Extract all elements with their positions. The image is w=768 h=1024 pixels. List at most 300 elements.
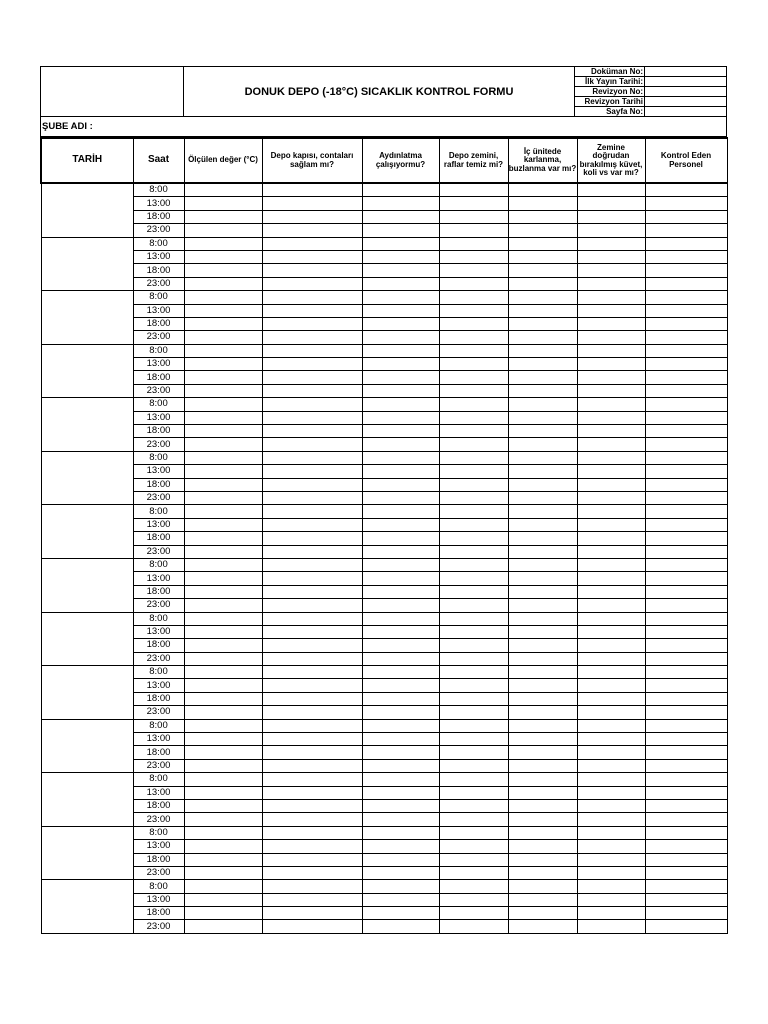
olculen-deger-cell[interactable] [184, 599, 262, 612]
aydinlatma-cell[interactable] [362, 585, 439, 598]
ic-unite-cell[interactable] [508, 826, 577, 839]
aydinlatma-cell[interactable] [362, 518, 439, 531]
zemine-cell[interactable] [577, 518, 645, 531]
ic-unite-cell[interactable] [508, 652, 577, 665]
ic-unite-cell[interactable] [508, 371, 577, 384]
ic-unite-cell[interactable] [508, 719, 577, 732]
aydinlatma-cell[interactable] [362, 451, 439, 464]
depo-zemini-cell[interactable] [439, 465, 508, 478]
aydinlatma-cell[interactable] [362, 759, 439, 772]
olculen-deger-cell[interactable] [184, 478, 262, 491]
depo-zemini-cell[interactable] [439, 759, 508, 772]
olculen-deger-cell[interactable] [184, 585, 262, 598]
tarih-cell[interactable] [41, 344, 133, 398]
olculen-deger-cell[interactable] [184, 210, 262, 223]
zemine-cell[interactable] [577, 706, 645, 719]
ic-unite-cell[interactable] [508, 612, 577, 625]
kontrol-eden-cell[interactable] [645, 733, 727, 746]
aydinlatma-cell[interactable] [362, 572, 439, 585]
depo-zemini-cell[interactable] [439, 773, 508, 786]
zemine-cell[interactable] [577, 773, 645, 786]
depo-zemini-cell[interactable] [439, 237, 508, 250]
depo-kapisi-cell[interactable] [262, 518, 362, 531]
olculen-deger-cell[interactable] [184, 759, 262, 772]
ic-unite-cell[interactable] [508, 692, 577, 705]
olculen-deger-cell[interactable] [184, 826, 262, 839]
tarih-cell[interactable] [41, 880, 133, 934]
olculen-deger-cell[interactable] [184, 425, 262, 438]
depo-kapisi-cell[interactable] [262, 679, 362, 692]
kontrol-eden-cell[interactable] [645, 880, 727, 893]
aydinlatma-cell[interactable] [362, 692, 439, 705]
zemine-cell[interactable] [577, 733, 645, 746]
kontrol-eden-cell[interactable] [645, 786, 727, 799]
depo-zemini-cell[interactable] [439, 880, 508, 893]
aydinlatma-cell[interactable] [362, 384, 439, 397]
olculen-deger-cell[interactable] [184, 880, 262, 893]
depo-zemini-cell[interactable] [439, 625, 508, 638]
ic-unite-cell[interactable] [508, 491, 577, 504]
aydinlatma-cell[interactable] [362, 183, 439, 197]
aydinlatma-cell[interactable] [362, 465, 439, 478]
kontrol-eden-cell[interactable] [645, 532, 727, 545]
kontrol-eden-cell[interactable] [645, 451, 727, 464]
kontrol-eden-cell[interactable] [645, 666, 727, 679]
zemine-cell[interactable] [577, 880, 645, 893]
depo-kapisi-cell[interactable] [262, 491, 362, 504]
olculen-deger-cell[interactable] [184, 250, 262, 263]
depo-zemini-cell[interactable] [439, 478, 508, 491]
olculen-deger-cell[interactable] [184, 813, 262, 826]
kontrol-eden-cell[interactable] [645, 465, 727, 478]
aydinlatma-cell[interactable] [362, 532, 439, 545]
aydinlatma-cell[interactable] [362, 277, 439, 290]
tarih-cell[interactable] [41, 183, 133, 237]
zemine-cell[interactable] [577, 371, 645, 384]
aydinlatma-cell[interactable] [362, 398, 439, 411]
aydinlatma-cell[interactable] [362, 893, 439, 906]
aydinlatma-cell[interactable] [362, 746, 439, 759]
ic-unite-cell[interactable] [508, 799, 577, 812]
ic-unite-cell[interactable] [508, 465, 577, 478]
kontrol-eden-cell[interactable] [645, 398, 727, 411]
ic-unite-cell[interactable] [508, 625, 577, 638]
kontrol-eden-cell[interactable] [645, 799, 727, 812]
depo-zemini-cell[interactable] [439, 304, 508, 317]
depo-kapisi-cell[interactable] [262, 733, 362, 746]
zemine-cell[interactable] [577, 639, 645, 652]
depo-kapisi-cell[interactable] [262, 210, 362, 223]
olculen-deger-cell[interactable] [184, 237, 262, 250]
depo-zemini-cell[interactable] [439, 853, 508, 866]
depo-kapisi-cell[interactable] [262, 786, 362, 799]
aydinlatma-cell[interactable] [362, 880, 439, 893]
olculen-deger-cell[interactable] [184, 183, 262, 197]
depo-kapisi-cell[interactable] [262, 759, 362, 772]
depo-kapisi-cell[interactable] [262, 639, 362, 652]
zemine-cell[interactable] [577, 558, 645, 571]
tarih-cell[interactable] [41, 451, 133, 505]
ic-unite-cell[interactable] [508, 411, 577, 424]
depo-zemini-cell[interactable] [439, 786, 508, 799]
ic-unite-cell[interactable] [508, 478, 577, 491]
kontrol-eden-cell[interactable] [645, 425, 727, 438]
zemine-cell[interactable] [577, 491, 645, 504]
depo-zemini-cell[interactable] [439, 197, 508, 210]
depo-zemini-cell[interactable] [439, 639, 508, 652]
depo-kapisi-cell[interactable] [262, 706, 362, 719]
olculen-deger-cell[interactable] [184, 733, 262, 746]
ic-unite-cell[interactable] [508, 666, 577, 679]
kontrol-eden-cell[interactable] [645, 652, 727, 665]
kontrol-eden-cell[interactable] [645, 893, 727, 906]
depo-kapisi-cell[interactable] [262, 197, 362, 210]
ic-unite-cell[interactable] [508, 746, 577, 759]
ic-unite-cell[interactable] [508, 639, 577, 652]
aydinlatma-cell[interactable] [362, 237, 439, 250]
ic-unite-cell[interactable] [508, 786, 577, 799]
depo-zemini-cell[interactable] [439, 719, 508, 732]
kontrol-eden-cell[interactable] [645, 438, 727, 451]
ic-unite-cell[interactable] [508, 518, 577, 531]
zemine-cell[interactable] [577, 679, 645, 692]
depo-kapisi-cell[interactable] [262, 545, 362, 558]
kontrol-eden-cell[interactable] [645, 585, 727, 598]
kontrol-eden-cell[interactable] [645, 907, 727, 920]
aydinlatma-cell[interactable] [362, 558, 439, 571]
aydinlatma-cell[interactable] [362, 505, 439, 518]
depo-zemini-cell[interactable] [439, 733, 508, 746]
zemine-cell[interactable] [577, 625, 645, 638]
meta-value-revizyon-no[interactable] [645, 87, 727, 97]
kontrol-eden-cell[interactable] [645, 612, 727, 625]
aydinlatma-cell[interactable] [362, 344, 439, 357]
ic-unite-cell[interactable] [508, 532, 577, 545]
depo-kapisi-cell[interactable] [262, 572, 362, 585]
ic-unite-cell[interactable] [508, 277, 577, 290]
depo-kapisi-cell[interactable] [262, 264, 362, 277]
olculen-deger-cell[interactable] [184, 746, 262, 759]
depo-zemini-cell[interactable] [439, 210, 508, 223]
ic-unite-cell[interactable] [508, 599, 577, 612]
aydinlatma-cell[interactable] [362, 491, 439, 504]
kontrol-eden-cell[interactable] [645, 250, 727, 263]
depo-kapisi-cell[interactable] [262, 317, 362, 330]
kontrol-eden-cell[interactable] [645, 183, 727, 197]
olculen-deger-cell[interactable] [184, 706, 262, 719]
ic-unite-cell[interactable] [508, 304, 577, 317]
kontrol-eden-cell[interactable] [645, 746, 727, 759]
zemine-cell[interactable] [577, 291, 645, 304]
zemine-cell[interactable] [577, 907, 645, 920]
depo-kapisi-cell[interactable] [262, 304, 362, 317]
zemine-cell[interactable] [577, 585, 645, 598]
depo-kapisi-cell[interactable] [262, 384, 362, 397]
depo-kapisi-cell[interactable] [262, 371, 362, 384]
aydinlatma-cell[interactable] [362, 920, 439, 933]
depo-zemini-cell[interactable] [439, 224, 508, 237]
ic-unite-cell[interactable] [508, 197, 577, 210]
depo-kapisi-cell[interactable] [262, 826, 362, 839]
depo-zemini-cell[interactable] [439, 264, 508, 277]
depo-kapisi-cell[interactable] [262, 799, 362, 812]
aydinlatma-cell[interactable] [362, 840, 439, 853]
ic-unite-cell[interactable] [508, 558, 577, 571]
depo-kapisi-cell[interactable] [262, 277, 362, 290]
depo-zemini-cell[interactable] [439, 893, 508, 906]
depo-zemini-cell[interactable] [439, 277, 508, 290]
kontrol-eden-cell[interactable] [645, 224, 727, 237]
kontrol-eden-cell[interactable] [645, 237, 727, 250]
aydinlatma-cell[interactable] [362, 371, 439, 384]
kontrol-eden-cell[interactable] [645, 505, 727, 518]
ic-unite-cell[interactable] [508, 183, 577, 197]
depo-zemini-cell[interactable] [439, 799, 508, 812]
zemine-cell[interactable] [577, 612, 645, 625]
aydinlatma-cell[interactable] [362, 250, 439, 263]
olculen-deger-cell[interactable] [184, 545, 262, 558]
aydinlatma-cell[interactable] [362, 264, 439, 277]
olculen-deger-cell[interactable] [184, 920, 262, 933]
olculen-deger-cell[interactable] [184, 384, 262, 397]
ic-unite-cell[interactable] [508, 317, 577, 330]
zemine-cell[interactable] [577, 384, 645, 397]
olculen-deger-cell[interactable] [184, 652, 262, 665]
depo-zemini-cell[interactable] [439, 491, 508, 504]
zemine-cell[interactable] [577, 692, 645, 705]
depo-zemini-cell[interactable] [439, 746, 508, 759]
aydinlatma-cell[interactable] [362, 224, 439, 237]
olculen-deger-cell[interactable] [184, 907, 262, 920]
zemine-cell[interactable] [577, 250, 645, 263]
tarih-cell[interactable] [41, 719, 133, 773]
depo-kapisi-cell[interactable] [262, 358, 362, 371]
aydinlatma-cell[interactable] [362, 599, 439, 612]
depo-kapisi-cell[interactable] [262, 920, 362, 933]
olculen-deger-cell[interactable] [184, 197, 262, 210]
depo-zemini-cell[interactable] [439, 344, 508, 357]
depo-zemini-cell[interactable] [439, 398, 508, 411]
aydinlatma-cell[interactable] [362, 679, 439, 692]
kontrol-eden-cell[interactable] [645, 719, 727, 732]
depo-kapisi-cell[interactable] [262, 250, 362, 263]
ic-unite-cell[interactable] [508, 706, 577, 719]
aydinlatma-cell[interactable] [362, 438, 439, 451]
zemine-cell[interactable] [577, 759, 645, 772]
kontrol-eden-cell[interactable] [645, 840, 727, 853]
depo-kapisi-cell[interactable] [262, 237, 362, 250]
zemine-cell[interactable] [577, 411, 645, 424]
meta-value-sayfa-no[interactable] [645, 107, 727, 117]
olculen-deger-cell[interactable] [184, 264, 262, 277]
olculen-deger-cell[interactable] [184, 438, 262, 451]
depo-zemini-cell[interactable] [439, 505, 508, 518]
zemine-cell[interactable] [577, 183, 645, 197]
ic-unite-cell[interactable] [508, 773, 577, 786]
aydinlatma-cell[interactable] [362, 612, 439, 625]
zemine-cell[interactable] [577, 304, 645, 317]
aydinlatma-cell[interactable] [362, 652, 439, 665]
zemine-cell[interactable] [577, 652, 645, 665]
meta-value-revizyon-tarihi[interactable] [645, 97, 727, 107]
depo-kapisi-cell[interactable] [262, 224, 362, 237]
ic-unite-cell[interactable] [508, 398, 577, 411]
kontrol-eden-cell[interactable] [645, 277, 727, 290]
ic-unite-cell[interactable] [508, 880, 577, 893]
olculen-deger-cell[interactable] [184, 532, 262, 545]
depo-zemini-cell[interactable] [439, 706, 508, 719]
depo-zemini-cell[interactable] [439, 572, 508, 585]
kontrol-eden-cell[interactable] [645, 572, 727, 585]
zemine-cell[interactable] [577, 344, 645, 357]
depo-kapisi-cell[interactable] [262, 344, 362, 357]
olculen-deger-cell[interactable] [184, 344, 262, 357]
zemine-cell[interactable] [577, 786, 645, 799]
olculen-deger-cell[interactable] [184, 625, 262, 638]
olculen-deger-cell[interactable] [184, 558, 262, 571]
depo-kapisi-cell[interactable] [262, 625, 362, 638]
kontrol-eden-cell[interactable] [645, 558, 727, 571]
sube-adi-field[interactable] [41, 117, 727, 137]
zemine-cell[interactable] [577, 532, 645, 545]
aydinlatma-cell[interactable] [362, 706, 439, 719]
ic-unite-cell[interactable] [508, 759, 577, 772]
depo-zemini-cell[interactable] [439, 840, 508, 853]
depo-zemini-cell[interactable] [439, 585, 508, 598]
aydinlatma-cell[interactable] [362, 639, 439, 652]
aydinlatma-cell[interactable] [362, 197, 439, 210]
ic-unite-cell[interactable] [508, 679, 577, 692]
depo-zemini-cell[interactable] [439, 679, 508, 692]
olculen-deger-cell[interactable] [184, 786, 262, 799]
tarih-cell[interactable] [41, 398, 133, 452]
olculen-deger-cell[interactable] [184, 719, 262, 732]
ic-unite-cell[interactable] [508, 438, 577, 451]
kontrol-eden-cell[interactable] [645, 210, 727, 223]
aydinlatma-cell[interactable] [362, 786, 439, 799]
zemine-cell[interactable] [577, 719, 645, 732]
olculen-deger-cell[interactable] [184, 840, 262, 853]
olculen-deger-cell[interactable] [184, 505, 262, 518]
depo-kapisi-cell[interactable] [262, 183, 362, 197]
olculen-deger-cell[interactable] [184, 893, 262, 906]
zemine-cell[interactable] [577, 920, 645, 933]
depo-kapisi-cell[interactable] [262, 907, 362, 920]
kontrol-eden-cell[interactable] [645, 264, 727, 277]
depo-zemini-cell[interactable] [439, 425, 508, 438]
depo-zemini-cell[interactable] [439, 411, 508, 424]
kontrol-eden-cell[interactable] [645, 317, 727, 330]
depo-kapisi-cell[interactable] [262, 612, 362, 625]
zemine-cell[interactable] [577, 853, 645, 866]
depo-kapisi-cell[interactable] [262, 398, 362, 411]
kontrol-eden-cell[interactable] [645, 866, 727, 879]
ic-unite-cell[interactable] [508, 451, 577, 464]
depo-zemini-cell[interactable] [439, 545, 508, 558]
tarih-cell[interactable] [41, 505, 133, 559]
olculen-deger-cell[interactable] [184, 291, 262, 304]
depo-zemini-cell[interactable] [439, 826, 508, 839]
aydinlatma-cell[interactable] [362, 210, 439, 223]
zemine-cell[interactable] [577, 425, 645, 438]
depo-kapisi-cell[interactable] [262, 746, 362, 759]
aydinlatma-cell[interactable] [362, 813, 439, 826]
ic-unite-cell[interactable] [508, 250, 577, 263]
kontrol-eden-cell[interactable] [645, 384, 727, 397]
zemine-cell[interactable] [577, 666, 645, 679]
zemine-cell[interactable] [577, 224, 645, 237]
olculen-deger-cell[interactable] [184, 331, 262, 344]
depo-zemini-cell[interactable] [439, 666, 508, 679]
ic-unite-cell[interactable] [508, 384, 577, 397]
depo-zemini-cell[interactable] [439, 652, 508, 665]
zemine-cell[interactable] [577, 826, 645, 839]
depo-zemini-cell[interactable] [439, 331, 508, 344]
tarih-cell[interactable] [41, 612, 133, 666]
aydinlatma-cell[interactable] [362, 411, 439, 424]
zemine-cell[interactable] [577, 237, 645, 250]
ic-unite-cell[interactable] [508, 572, 577, 585]
olculen-deger-cell[interactable] [184, 679, 262, 692]
depo-kapisi-cell[interactable] [262, 478, 362, 491]
olculen-deger-cell[interactable] [184, 465, 262, 478]
depo-kapisi-cell[interactable] [262, 666, 362, 679]
ic-unite-cell[interactable] [508, 893, 577, 906]
depo-kapisi-cell[interactable] [262, 291, 362, 304]
olculen-deger-cell[interactable] [184, 277, 262, 290]
kontrol-eden-cell[interactable] [645, 599, 727, 612]
aydinlatma-cell[interactable] [362, 826, 439, 839]
depo-zemini-cell[interactable] [439, 866, 508, 879]
kontrol-eden-cell[interactable] [645, 625, 727, 638]
aydinlatma-cell[interactable] [362, 799, 439, 812]
ic-unite-cell[interactable] [508, 237, 577, 250]
depo-zemini-cell[interactable] [439, 532, 508, 545]
ic-unite-cell[interactable] [508, 813, 577, 826]
depo-zemini-cell[interactable] [439, 250, 508, 263]
zemine-cell[interactable] [577, 451, 645, 464]
ic-unite-cell[interactable] [508, 224, 577, 237]
depo-zemini-cell[interactable] [439, 291, 508, 304]
depo-kapisi-cell[interactable] [262, 438, 362, 451]
olculen-deger-cell[interactable] [184, 518, 262, 531]
kontrol-eden-cell[interactable] [645, 371, 727, 384]
depo-zemini-cell[interactable] [439, 451, 508, 464]
aydinlatma-cell[interactable] [362, 331, 439, 344]
olculen-deger-cell[interactable] [184, 666, 262, 679]
kontrol-eden-cell[interactable] [645, 706, 727, 719]
depo-kapisi-cell[interactable] [262, 893, 362, 906]
depo-kapisi-cell[interactable] [262, 411, 362, 424]
depo-zemini-cell[interactable] [439, 317, 508, 330]
depo-kapisi-cell[interactable] [262, 880, 362, 893]
kontrol-eden-cell[interactable] [645, 853, 727, 866]
kontrol-eden-cell[interactable] [645, 773, 727, 786]
aydinlatma-cell[interactable] [362, 358, 439, 371]
depo-kapisi-cell[interactable] [262, 692, 362, 705]
depo-zemini-cell[interactable] [439, 371, 508, 384]
ic-unite-cell[interactable] [508, 264, 577, 277]
aydinlatma-cell[interactable] [362, 773, 439, 786]
zemine-cell[interactable] [577, 358, 645, 371]
depo-zemini-cell[interactable] [439, 612, 508, 625]
aydinlatma-cell[interactable] [362, 304, 439, 317]
kontrol-eden-cell[interactable] [645, 291, 727, 304]
tarih-cell[interactable] [41, 237, 133, 291]
zemine-cell[interactable] [577, 572, 645, 585]
zemine-cell[interactable] [577, 893, 645, 906]
tarih-cell[interactable] [41, 291, 133, 345]
